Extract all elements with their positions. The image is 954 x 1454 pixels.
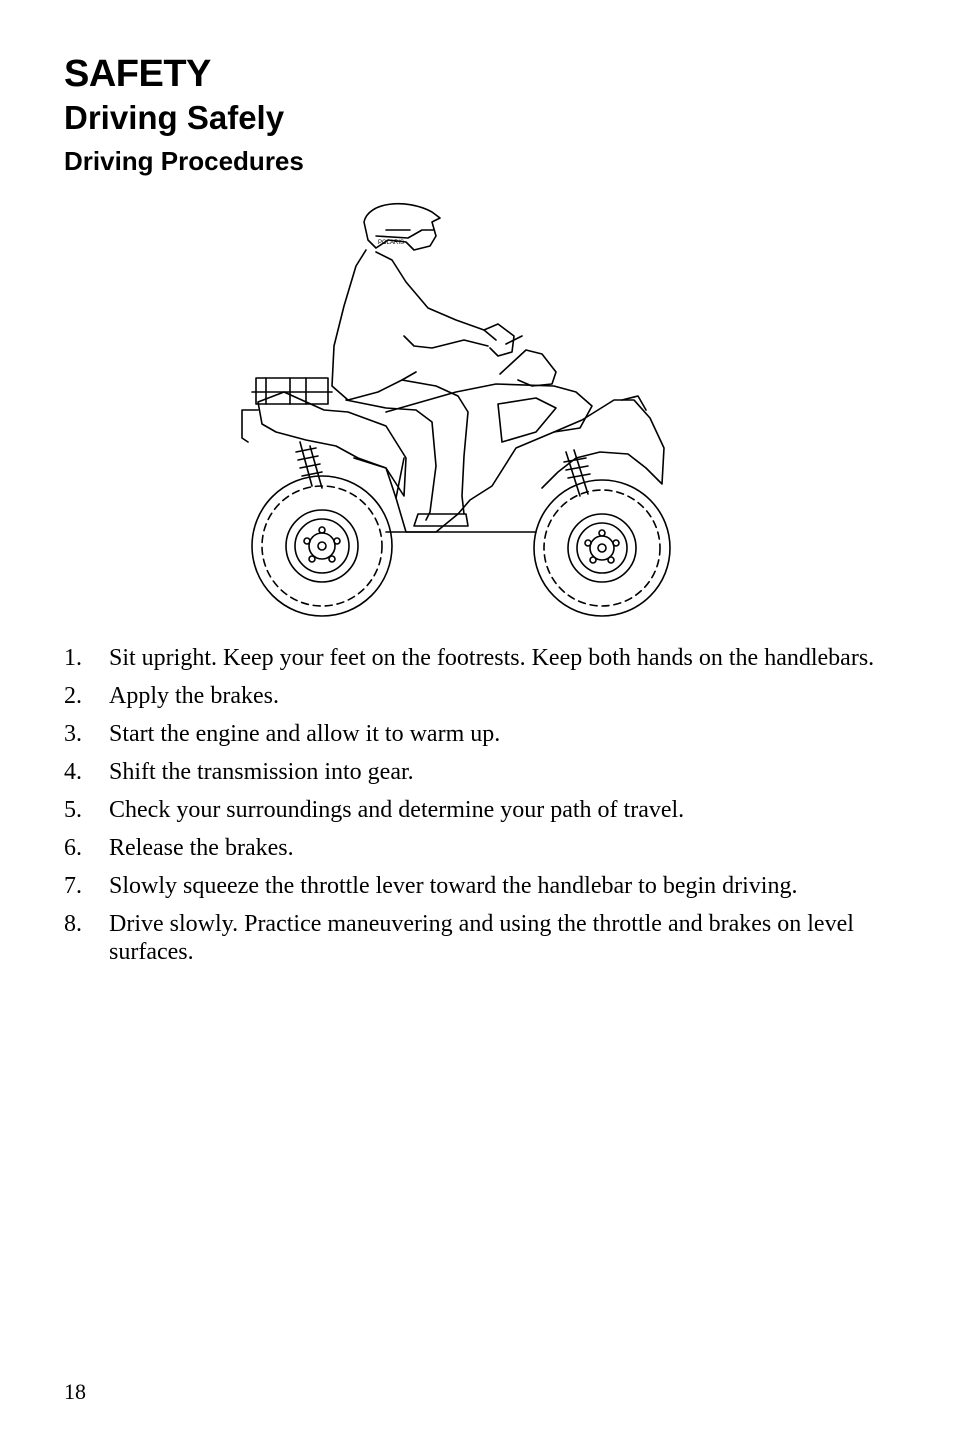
- list-item: [64, 872, 884, 900]
- list-item: [64, 720, 884, 748]
- atv-rider-illustration-icon: [236, 196, 686, 621]
- list-item: [64, 682, 884, 710]
- list-item: [64, 834, 884, 862]
- list-item: [64, 644, 884, 672]
- rear-wheel-icon: [252, 476, 392, 616]
- step-number: 2.: [64, 683, 82, 709]
- step-number: 8.: [64, 911, 82, 937]
- step-text: Check your surroundings and determine your path of travel.: [109, 797, 685, 823]
- step-text: Start the engine and allow it to warm up.: [109, 721, 501, 747]
- step-number: 4.: [64, 759, 82, 785]
- list-item: [64, 758, 884, 786]
- helmet-icon: [364, 204, 440, 250]
- step-text: Sit upright. Keep your feet on the footrests. Keep both hands on the handlebars.: [109, 645, 875, 671]
- step-text: Drive slowly. Practice maneuvering and using the throttle and brakes on level surfaces.: [109, 911, 854, 965]
- step-number: 1.: [64, 645, 82, 671]
- front-wheel-icon: [534, 480, 670, 616]
- helmet-brand-text: POLARIS: [378, 240, 405, 246]
- procedure-steps: [64, 644, 884, 976]
- step-text: Release the brakes.: [109, 835, 294, 861]
- step-number: 3.: [64, 721, 82, 747]
- atv-rider-figure: [236, 196, 686, 621]
- section-title: SAFETY: [64, 53, 211, 95]
- list-item: [64, 796, 884, 824]
- step-text: Slowly squeeze the throttle lever toward the handlebar to begin driving.: [109, 873, 798, 899]
- step-number: 7.: [64, 873, 82, 899]
- step-number: 5.: [64, 797, 82, 823]
- subsection-title: Driving Safely: [64, 99, 285, 136]
- page-number: 18: [64, 1379, 86, 1404]
- step-text: Shift the transmission into gear.: [109, 759, 414, 785]
- step-text: Apply the brakes.: [109, 683, 279, 709]
- list-item: [64, 910, 884, 966]
- procedure-title: Driving Procedures: [64, 146, 304, 176]
- step-number: 6.: [64, 835, 82, 861]
